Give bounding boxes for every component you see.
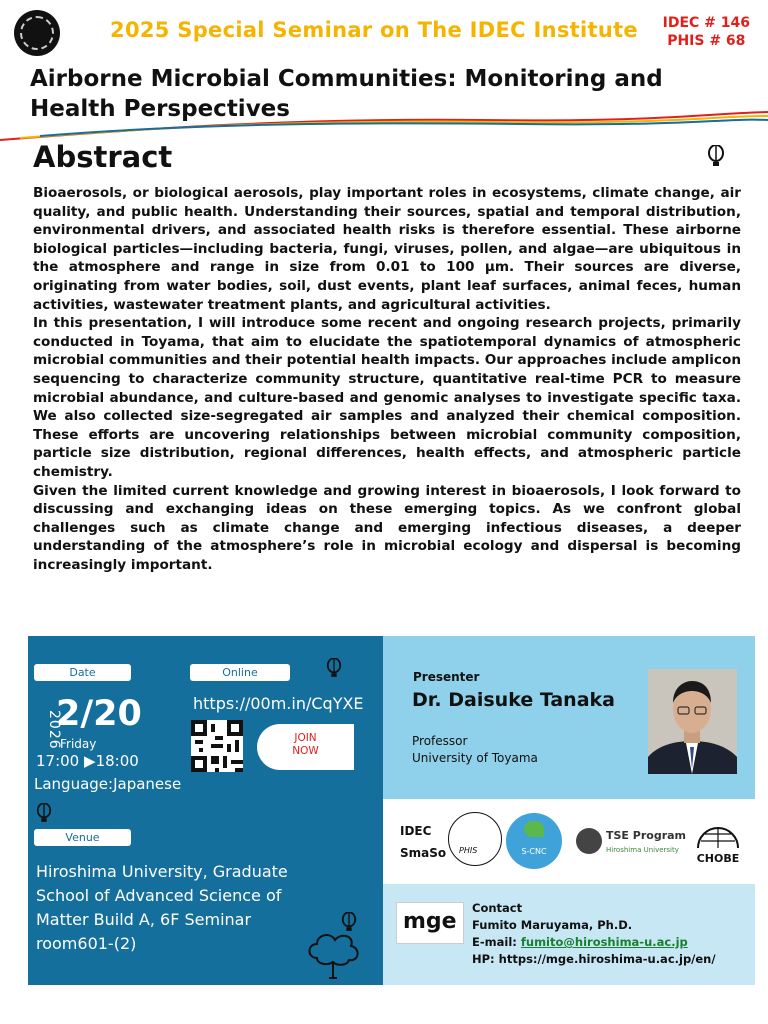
presenter-affiliation xyxy=(412,733,538,767)
join-line-2: NOW xyxy=(292,745,319,757)
join-now-button[interactable] xyxy=(257,724,354,770)
idec-smaso-logo xyxy=(400,820,446,864)
idec-logo-text: IDEC xyxy=(400,824,432,838)
scnc-logo-text: S-CNC xyxy=(521,847,547,856)
contact-name: Fumito Maruyama, Ph.D. xyxy=(472,918,633,932)
hp-link[interactable]: https://mge.hiroshima-u.ac.jp/en/ xyxy=(498,952,716,966)
abstract-body xyxy=(33,184,741,574)
leaf-icon xyxy=(524,821,544,837)
start-time: 17:00 xyxy=(36,752,80,770)
abstract-paragraph: Given the limited current knowledge and growing interest in bioaerosols, I look forward to discussing and exchanging ideas on these emerging topics. As we confront global challenges such as climate change and emerging infectious diseases, a deeper understanding of the atmosphere’s role in microbial ecology and dispersal is becoming increasingly important. xyxy=(33,482,741,573)
chobe-logo-text: CHOBE xyxy=(696,852,740,865)
mge-logo-text: mge xyxy=(403,909,457,934)
phis-logo xyxy=(448,812,502,866)
presenter-name: Dr. Daisuke Tanaka xyxy=(412,689,615,711)
chobe-logo xyxy=(693,818,743,865)
venue-text: Hiroshima University, Graduate School of Advanced Science of Matter Build A, 6F Seminar room601-(2) xyxy=(36,862,288,953)
seminar-ids xyxy=(663,14,750,50)
tse-logo-subtitle: Hiroshima University xyxy=(606,846,679,854)
abstract-heading: Abstract xyxy=(33,140,173,174)
idec-number: IDEC # 146 xyxy=(662,15,750,31)
venue-label: Venue xyxy=(34,829,131,846)
contact-block xyxy=(472,900,716,968)
balloon-icon xyxy=(36,803,52,823)
presenter-position: Professor xyxy=(412,734,468,748)
event-time xyxy=(36,752,139,770)
event-date: 2/20 xyxy=(56,694,142,734)
tse-logo-title: TSE Program xyxy=(606,829,686,842)
date-label: Date xyxy=(34,664,131,681)
tse-logo-mark xyxy=(576,828,602,854)
balloon-icon xyxy=(326,658,342,678)
smaso-logo-text: SmaSo xyxy=(400,846,447,860)
presenter-university: University of Toyama xyxy=(412,751,538,765)
contact-hp-row xyxy=(472,951,716,968)
join-line-1: JOIN xyxy=(294,732,317,744)
contact-email-row xyxy=(472,934,716,951)
end-time: 18:00 xyxy=(95,752,139,770)
globe-icon xyxy=(693,818,743,848)
abstract-paragraph: Bioaerosols, or biological aerosols, play important roles in ecosystems, climate change, air quality, and public health. Understanding their sources, spatial and temporal distribution, environmental drivers, and associated health risks is therefore essential. These airborne biological particles—including bacteria, fungi, viruses, pollen, and algae—are ubiquitous in the atmosphere and range in size from 0.01 to 100 µm. Their sources are diverse, originating from water bodies, soil, dust events, plant leaf surfaces, animal feces, human activities, wastewater treatment plants, and agricultural activities. xyxy=(33,185,741,313)
qr-code[interactable] xyxy=(191,720,243,772)
online-label: Online xyxy=(190,664,290,681)
scnc-logo xyxy=(506,813,562,869)
mge-logo xyxy=(396,902,464,944)
event-weekday: Friday xyxy=(60,737,97,751)
phis-number: PHIS # 68 xyxy=(667,33,746,49)
abstract-paragraph: In this presentation, I will introduce some recent and ongoing research projects, primarily conducted in Toyama, that aim to elucidate the spatiotemporal dynamics of atmospheric microbial communities and their potential health impacts. Our approaches include amplicon sequencing to characterize community structure, quantitative real-time PCR to measure microbial abundance, and culture-based and genomic analyses to investigate specific taxa. We also collected size-segregated air samples and analyzed their chemical composition. These efforts are uncovering relationships between microbial community composition, particle size distribution, regional differences, health effects, and atmospheric particle chemistry. xyxy=(33,315,741,480)
talk-title: Airborne Microbial Communities: Monitoring and Health Perspectives xyxy=(30,66,663,122)
online-url[interactable]: https://00m.in/CqYXE xyxy=(193,694,364,713)
email-label: E-mail: xyxy=(472,935,517,949)
email-link[interactable]: fumito@hiroshima-u.ac.jp xyxy=(520,935,688,949)
qr-code-icon xyxy=(191,720,243,772)
tree-icon xyxy=(305,928,361,980)
phis-logo-text: PHIS xyxy=(459,846,478,855)
seminar-title: 2025 Special Seminar on The IDEC Institute xyxy=(110,18,638,42)
event-language: Language:Japanese xyxy=(34,775,182,793)
hp-label: HP: xyxy=(472,952,495,966)
contact-heading: Contact xyxy=(472,901,523,915)
presenter-label: Presenter xyxy=(413,670,480,684)
balloon-icon xyxy=(707,145,725,167)
presenter-photo xyxy=(648,669,737,774)
event-year: 2026 xyxy=(46,710,62,750)
play-arrow-icon: ▶ xyxy=(84,752,96,770)
